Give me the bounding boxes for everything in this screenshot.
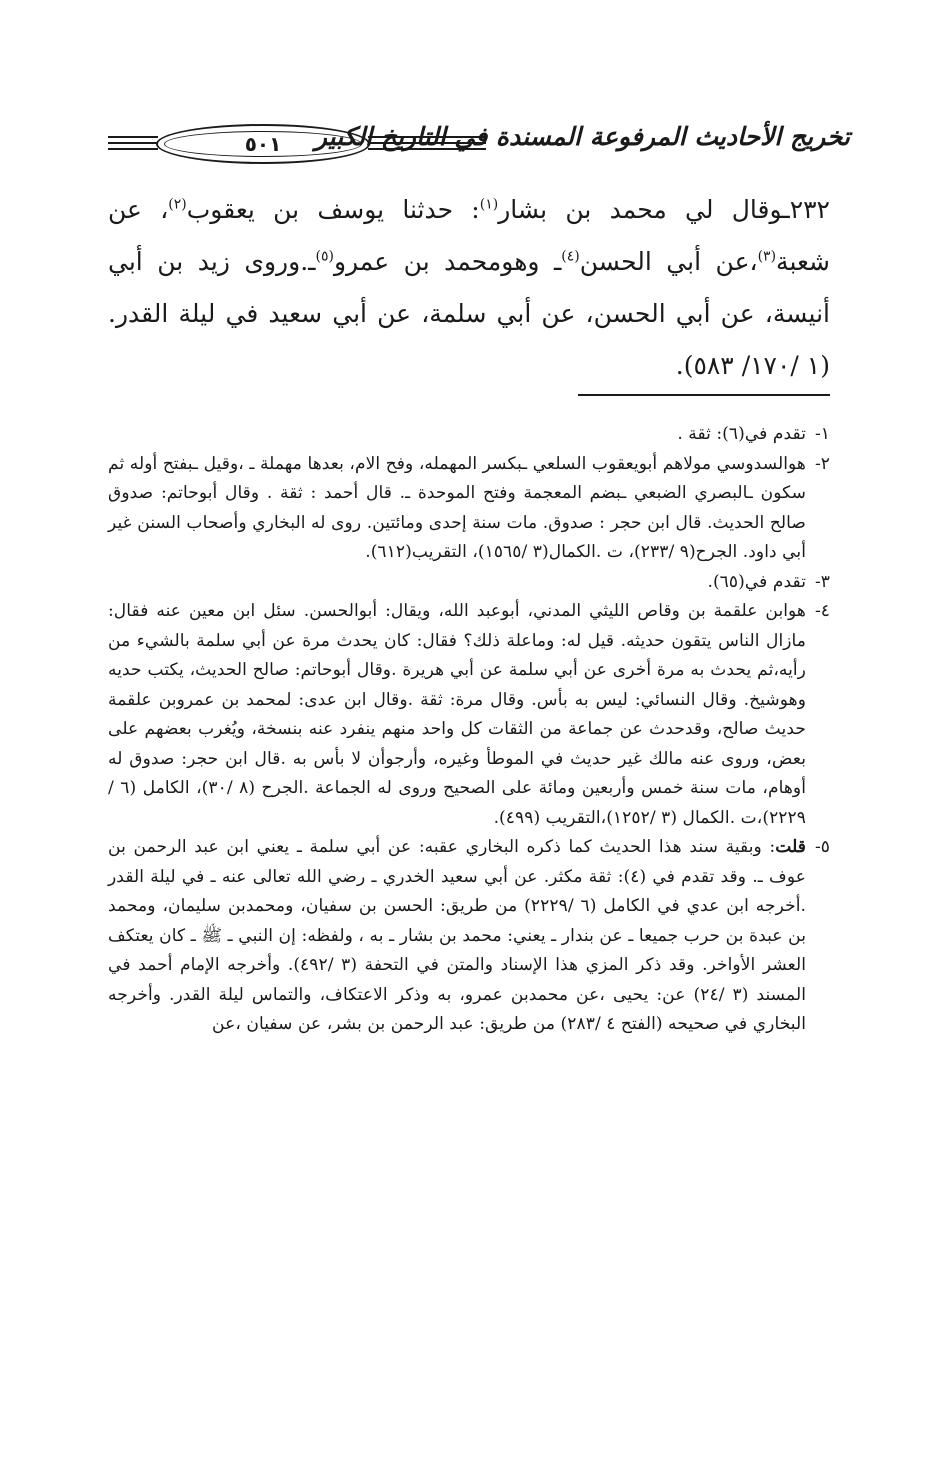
hadith-text bbox=[108, 184, 830, 392]
footnote-number: ٥- bbox=[814, 837, 830, 857]
footnote-number: ٤- bbox=[814, 601, 830, 621]
header-rule bbox=[368, 136, 486, 138]
footnote-label: قلت bbox=[775, 837, 806, 857]
running-title: تخريج الأحاديث المرفوعة المسندة في التاريخ الكبير bbox=[314, 122, 850, 151]
hadith-segment: ـوقال لي محمد بن بشار bbox=[498, 195, 790, 224]
footnote-item bbox=[108, 833, 830, 1040]
footnote-text: تقدم في(٦): ثقة . bbox=[677, 424, 806, 444]
hadith-segment: : حدثنا يوسف بن يعقوب bbox=[186, 195, 480, 224]
footnote-number: ١- bbox=[814, 424, 830, 444]
header-rule bbox=[368, 142, 486, 144]
footnote-ref-3: (٣) bbox=[757, 248, 777, 265]
footnote-ref-1: (١) bbox=[479, 196, 499, 213]
hadith-paragraph bbox=[108, 184, 830, 392]
footnote-text: تقدم في(٦٥). bbox=[707, 571, 806, 592]
footnote-text: هوالسدوسي مولاهم أبويعقوب السلعي ـبكسر المهمله، وفح الام، بعدها مهملة ـ ،وقيل ـبفتح أوله ثم سكون ـالبصري الضبعي ـبضم المعجمة وفتح الموحدة ـ. قال أحمد : ثقة . وقال أبوحاتم: صدوق صالح الحديث. قال ابن حجر : صدوق. مات سنة إحدى ومائتين. روى له البخاري وأصحاب السنن غير أبي داود. الجرح(٩ /٢٣٣)، ت .الكمال(٣ /١٥٦٥)، التقريب(٦١٢). bbox=[108, 453, 806, 562]
page-number: ٥٠١ bbox=[164, 131, 362, 157]
hadith-segment: ، عن شعبة bbox=[108, 195, 831, 276]
header-rule bbox=[108, 136, 158, 138]
footnote-item bbox=[108, 420, 830, 450]
header-rule bbox=[108, 148, 158, 150]
footnote-item bbox=[108, 597, 830, 833]
footnote-item bbox=[108, 568, 830, 598]
hadith-segment: ،عن أبي الحسن bbox=[579, 247, 758, 276]
hadith-segment: ـ وهومحمد بن عمرو bbox=[333, 247, 562, 276]
page-header bbox=[108, 100, 850, 172]
hadith-segment: ـ.وروى زيد بن أبي أنيسة، عن أبي الحسن، عن أبي سلمة، عن أبي سعيد في ليلة القدر. bbox=[108, 247, 830, 328]
header-rule bbox=[108, 142, 158, 144]
footnote-number: ٢- bbox=[814, 453, 830, 474]
hadith-source-reference: (١ /١٧٠/ ٥٨٣). bbox=[675, 351, 830, 380]
footnote-item bbox=[108, 450, 830, 568]
footnote-ref-4: (٤) bbox=[561, 248, 580, 265]
page-number-frame bbox=[156, 124, 370, 164]
footnotes bbox=[108, 420, 830, 1040]
footnote-number: ٣- bbox=[814, 571, 830, 592]
footnote-ref-2: (٢) bbox=[168, 196, 187, 213]
footnote-text: : وبقية سند هذا الحديث كما ذكره البخاري عقبه: عن أبي سلمة ـ يعني ابن عبد الرحمن بن عوف ـ. وقد تقدم في (٤): ثقة مكثر. عن أبي سعيد الخدري ـ رضي الله تعالى عنه ـ في ليلة القدر .أخرجه ابن عدي في الكامل (٦ /٢٢٢٩) من طريق: الحسن بن سفيان، ومحمدبن سليمان، ومحمد بن عبدة بن حرب جميعا ـ عن بندار ـ يعني: محمد بن بشار ـ به ، ولفظه: إن النبي ـ ﷺ ـ كان يعتكف العشر الأواخر. وقد ذكر المزي هذا الإسناد والمتن في التحفة (٣ /٤٩٢). وأخرجه الإمام أحمد في المسند (٣ /٢٤) عن: يحيى ،عن محمدبن عمرو، به وذكر الاعتكاف، والتماس ليلة القدر. وأخرجه البخاري في صحيحه (الفتح ٤ /٢٨٣) من طريق: عبد الرحمن بن بشر، عن سفيان ،عن bbox=[108, 837, 806, 1034]
hadith-number: ٢٣٢ bbox=[789, 195, 830, 224]
footnote-ref-5: (٥) bbox=[315, 248, 334, 265]
footnote-separator bbox=[578, 394, 830, 396]
header-rule bbox=[368, 148, 486, 150]
footnote-text: هوابن علقمة بن وقاص الليثي المدني، أبوعبد الله، ويقال: أبوالحسن. سئل ابن معين عنه فقال: مازال الناس يتقون حديثه. قيل له: وماعلة ذلك؟ فقال: كان يحدث مرة عن أبي سلمة بالشيء من رأيه،ثم يحدث به مرة أخرى عن أبي سلمة عن أبي هريرة .وقال أبوحاتم: صالح الحديث، يكتب حديه وهوشيخ. وقال النسائي: ليس به بأس. وقال مرة: ثقة .وقال ابن عدى: لمحمد بن عمروبن علقمة حديث صالح، وقدحدث عن جماعة من الثقات كل واحد منهم ينفرد عنه بنسخة، ويُغرب بعضهم على بعض، وروى عنه مالك غير حديث في الموطأ وغيره، وأرجوأن لا بأس به .قال ابن حجر: صدوق له أوهام، مات سنة خمس وأربعين ومائة على الصحيح وروى له الجماعة .الجرح (٨ /٣٠)، الكامل (٦ /٢٢٢٩)،ت .الكمال (٣ /١٢٥٢)،التقريب (٤٩٩). bbox=[108, 601, 806, 828]
